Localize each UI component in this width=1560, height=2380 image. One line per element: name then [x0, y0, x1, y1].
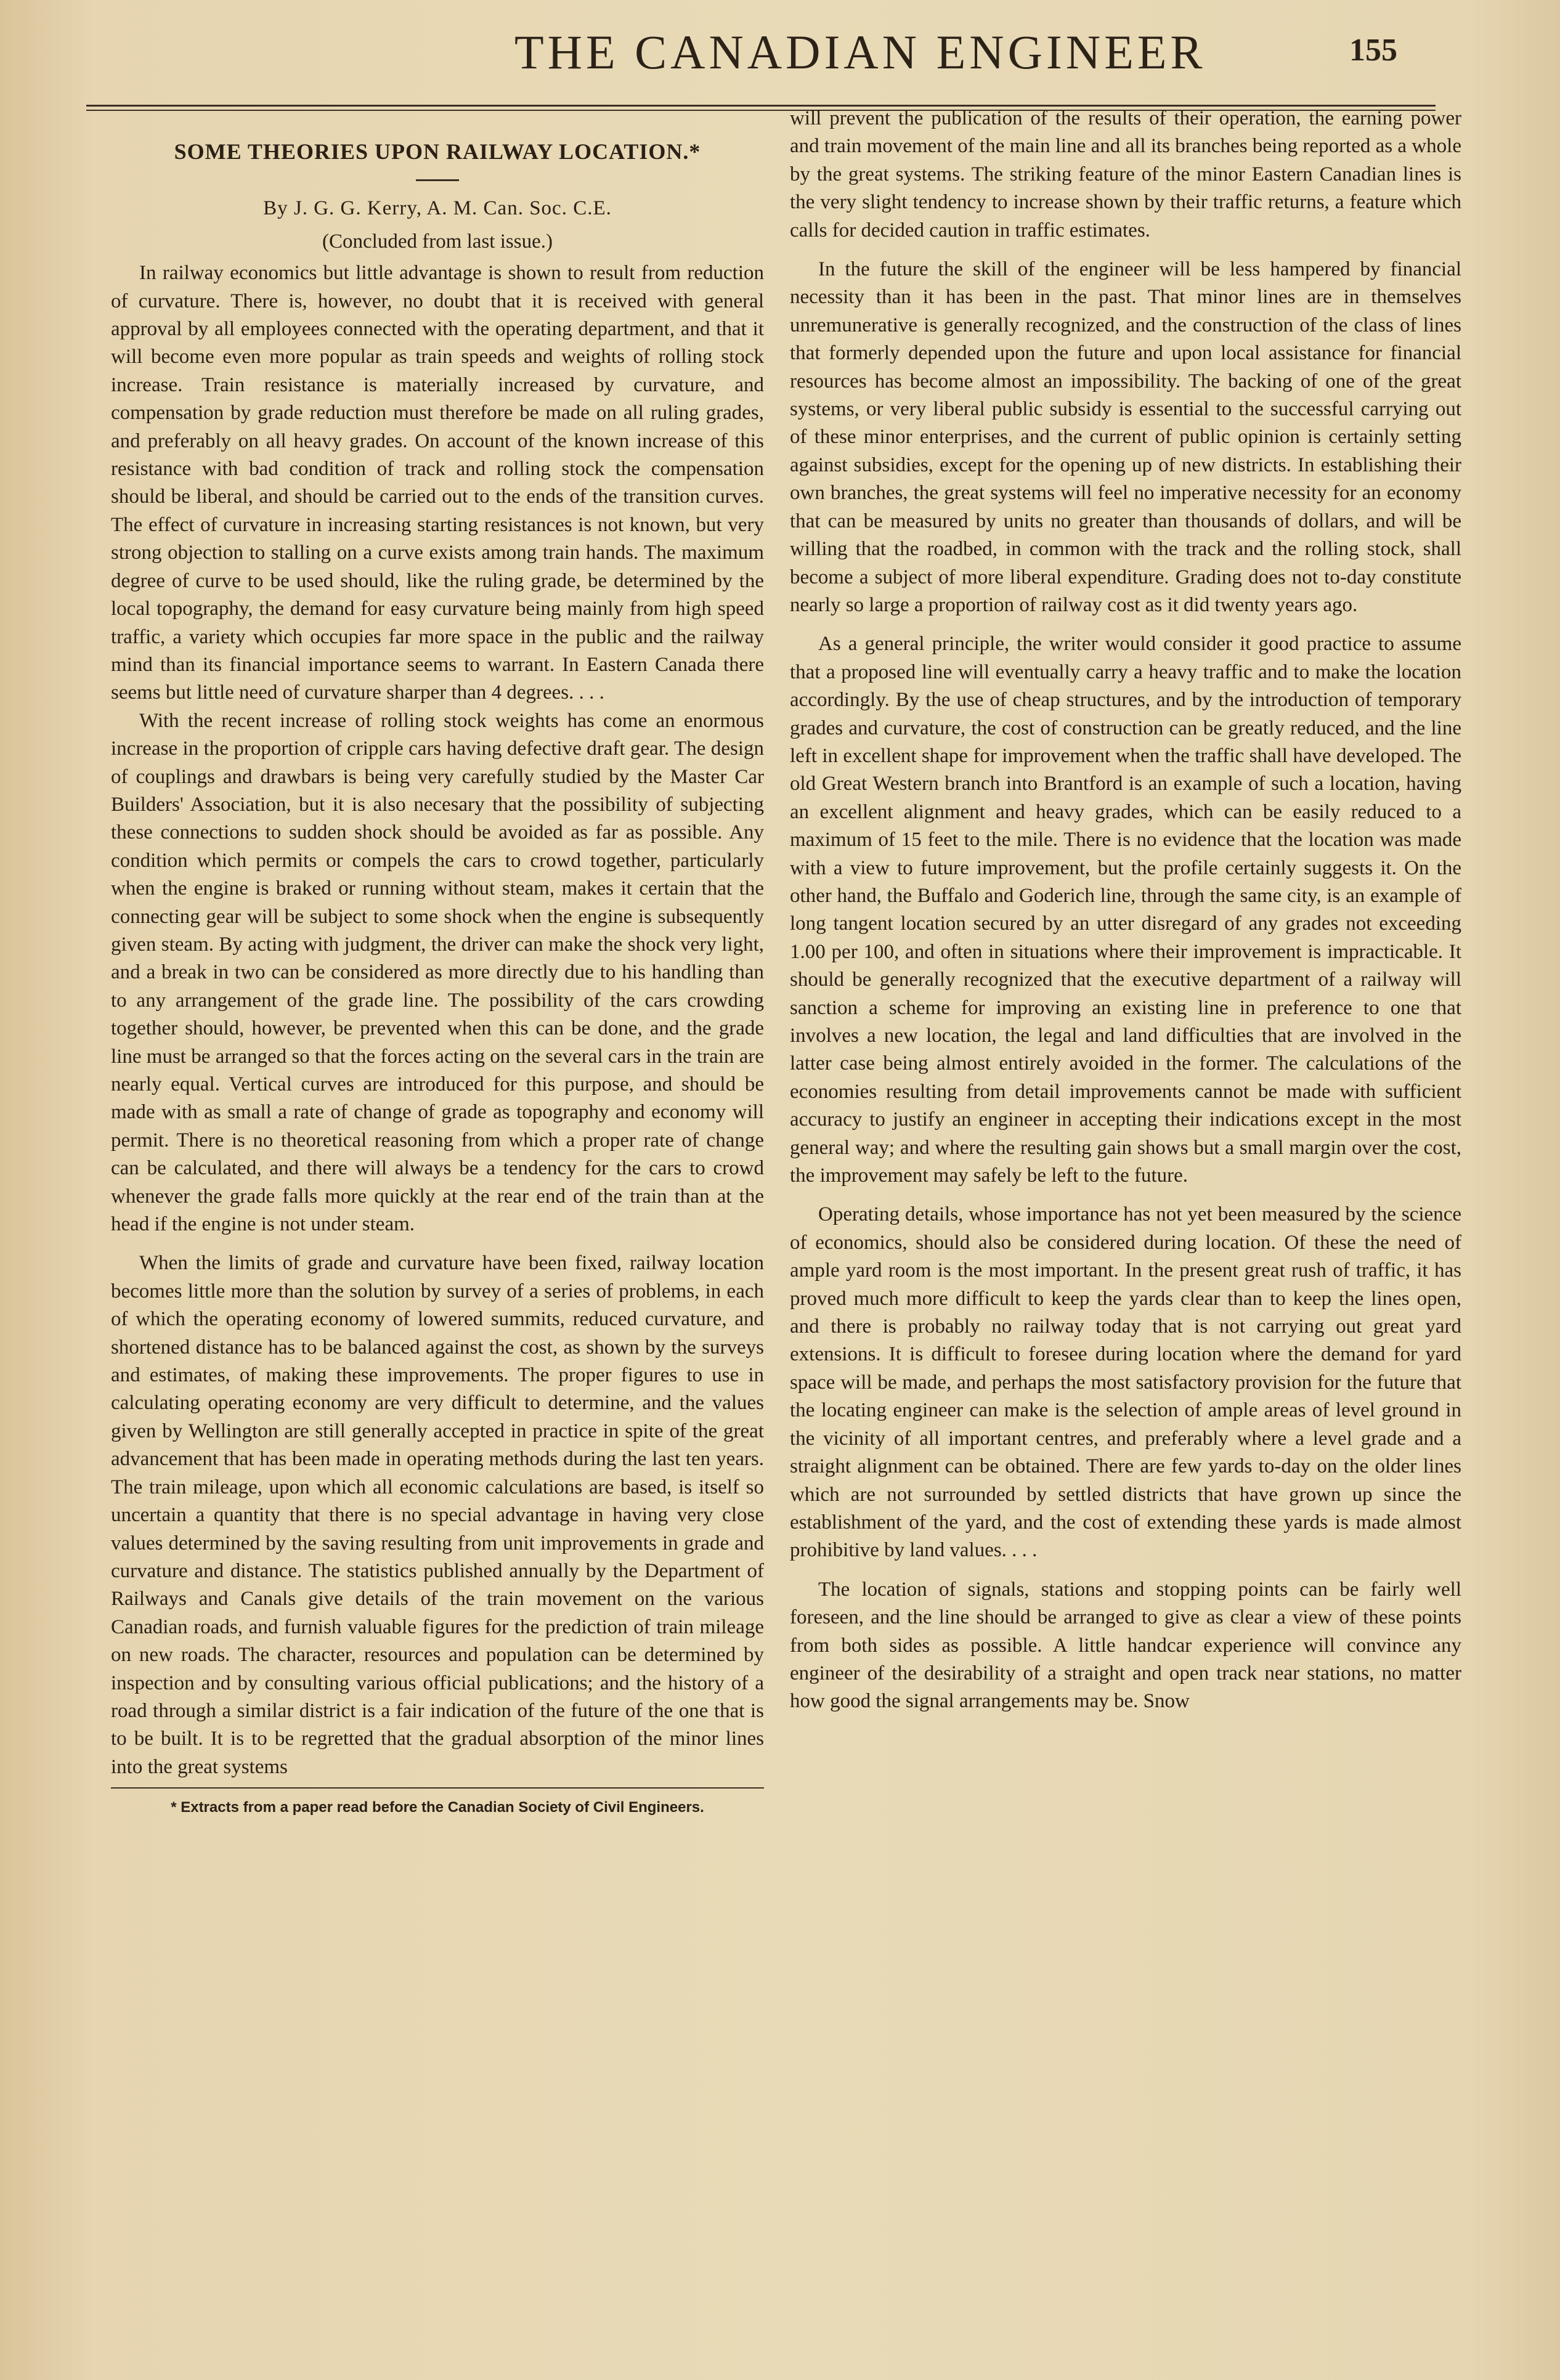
article-title: SOME THEORIES UPON RAILWAY LOCATION.*	[174, 139, 701, 164]
page-number: 155	[1349, 33, 1397, 68]
article-byline: By J. G. G. Kerry, A. M. Can. Soc. C.E.	[263, 197, 612, 220]
paragraph: In the future the skill of the engineer will be less hampered by financial necessity than it has been in the past. That minor lines are in themselves unremunerative is generally recognized, and the construction of the class of lines that formerly depended upon the future and upon local assistance for financial resources has become almost an impossibility. The backing of one of the great systems, or very liberal public subsidy is essential to the successful carrying out of these minor enterprises, and the current of public opinion is certainly setting against subsidies, except for the opening up of new districts. In establishing their own branches, the great systems will feel no imperative necessity for an economy that can be measured by units no greater than thousands of dollars, and will be willing that the roadbed, in common with the track and the rolling stock, shall become a subject of more liberal expenditure. Grading does not to-day constitute nearly so large a proportion of railway cost as it did twenty years ago.	[790, 258, 1461, 616]
left-column	[111, 129, 764, 1822]
right-column	[790, 105, 1461, 1716]
paragraph: With the recent increase of rolling stock weights has come an enormous increase in the proportion of cripple cars having defective draft gear. The design of couplings and drawbars is being very carefully studied by the Master Car Builders' Association, but it is also necesary that the possibility of subjecting these connections to sudden shock should be avoided as far as possible. Any condition which permits or compels the cars to crowd together, particularly when the engine is braked or running without steam, makes it certain that the connecting gear will be subject to some shock when the engine is subsequently given steam. By acting with judgment, the driver can make the shock very light, and a break in two can be considered as more directly due to his handling than to any arrangement of the grade line. The possibility of the cars crowding together should, however, be prevented when this can be done, and the grade line must be arranged so that the forces acting on the several cars in the train are nearly equal. Vertical curves are introduced for this purpose, and should be made with as small a rate of change of grade as topography and economy will permit. There is no theoretical reasoning from which a proper rate of change can be calculated, and there will always be a tendency for the cars to crowd whenever the grade falls more quickly at the rear end of the train than at the head if the engine is not under steam.	[111, 709, 764, 1236]
title-rule	[416, 179, 459, 181]
paragraph: The location of signals, stations and stopping points can be fairly well foreseen, and the line should be arranged to give as clear a view of these points from both sides as possible. A little handcar experience will convince any engineer of the desirability of a straight and open track near stations, no matter how good the signal arrangements may be. Snow	[790, 1578, 1461, 1713]
paragraph: When the limits of grade and curvature have been fixed, railway location becomes little more than the solution by survey of a series of problems, in each of which the operating economy of lowered summits, reduced curvature, and shortened distance has to be balanced against the cost, as shown by the surveys and estimates, of making these improvements. The proper figures to use in calculating operating economy are very difficult to determine, and the values given by Wellington are still generally accepted in practice in spite of the great advancement that has been made in operating methods during the last ten years. The train mileage, upon which all economic calculations are based, is itself so uncertain a quantity that there is no special advantage in having very close values determined by the saving resulting from unit improvements in grade and curvature and distance. The statistics published annually by the Department of Railways and Canals give details of the train movement on the various Canadian roads, and furnish valuable figures for the prediction of train mileage on new roads. The character, resources and population can be determined by inspection and by consulting various official publications; and the history of a road through a similar district is a fair indication of the future of the one that is to be built. It is to be regretted that the gradual absorption of the minor lines into the great systems	[111, 1252, 764, 1778]
footnote-rule	[111, 1787, 764, 1789]
footnote: * Extracts from a paper read before the Canadian Society of Civil Engineers.	[171, 1799, 704, 1816]
paragraph: will prevent the publication of the results of their operation, the earning power and train movement of the main line and all its branches being reported as a whole by the great systems. The striking feature of the minor Eastern Canadian lines is the very slight tendency to increase shown by their traffic returns, a feature which calls for decided caution in traffic estimates.	[790, 107, 1461, 242]
article-subtitle: (Concluded from last issue.)	[322, 230, 553, 253]
journal-title: THE CANADIAN ENGINEER	[514, 25, 1206, 79]
masthead	[0, 18, 1560, 92]
paragraph: As a general principle, the writer would consider it good practice to assume that a proposed line will eventually carry a heavy traffic and to make the location accordingly. By the use of cheap structures, and by the introduction of temporary grades and curvature, the cost of construction can be greatly reduced, and the line left in excellent shape for improvement when the traffic shall have developed. The old Great Western branch into Brantford is an example of such a location, having an excellent alignment and heavy grades, which can be easily reduced to a maximum of 15 feet to the mile. There is no evidence that the location was made with a view to future improvement, but the profile certainly suggests it. On the other hand, the Buffalo and Goderich line, through the same city, is an example of long tangent location secured by an utter disregard of any grades not exceeding 1.00 per 100, and often in situations where their improvement is impracticable. It should be generally recognized that the executive department of a railway will sanction a scheme for improving an existing line in preference to one that involves a new location, the legal and land difficulties that are involved in the latter case being almost entirely avoided in the former. The calculations of the economies resulting from detail improvements cannot be made with sufficient accuracy to justify an engineer in accepting their indications except in the most general way; and where the resulting gain shows but a small margin over the cost, the improvement may safely be left to the future.	[790, 633, 1461, 1187]
paragraph: In railway economics but little advantage is shown to result from reduction of curvature. There is, however, no doubt that it is received with general approval by all employees connected with the operating department, and that it will become even more popular as train speeds and weights of rolling stock increase. Train resistance is materially increased by curvature, and compensation by grade reduction must therefore be made on all ruling grades, and preferably on all heavy grades. On account of the known increase of this resistance with bad condition of track and rolling stock the compensation should be liberal, and should be carried out to the ends of the transition curves. The effect of curvature in increasing starting resistances is not known, but very strong objection to stalling on a curve exists among train hands. The maximum degree of curve to be used should, like the ruling grade, be determined by the local topography, the demand for easy curvature being mainly from high speed traffic, a variety which occupies far more space in the public and the railway mind than its financial importance seems to warrant. In Eastern Canada there seems but little need of curvature sharper than 4 degrees. . . .	[111, 262, 764, 704]
paragraph: Operating details, whose importance has not yet been measured by the science of economics, should also be considered during location. Of these the need of ample yard room is the most important. In the present great rush of traffic, it has proved much more difficult to keep the yards clear than to keep the lines open, and there is probably no railway today that is not carrying out great yard extensions. It is difficult to foresee during location where the demand for yard space will be made, and perhaps the most satisfactory provision for the future that the locating engineer can make is the selection of ample areas of level ground in the vicinity of all important centres, and preferably where a level grade and a straight alignment can be obtained. There are few yards to-day on the older lines which are not surrounded by settled districts that have grown up since the establishment of the yard, and the cost of extending these yards is made almost prohibitive by land values. . . .	[790, 1203, 1461, 1562]
